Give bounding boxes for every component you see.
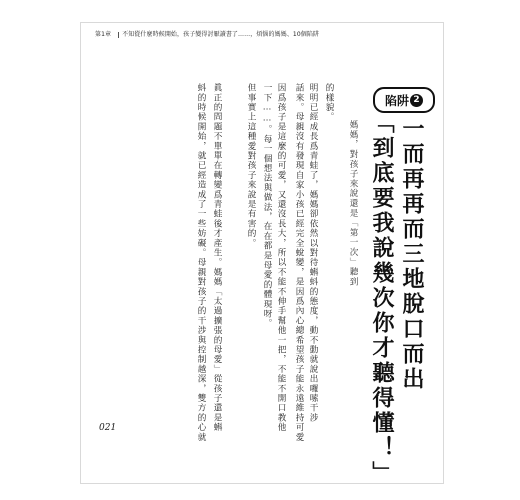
chapter-label: 第1章: [95, 31, 112, 38]
header-text: 不知從什麼時候開始，孩子變得討厭讀書了……，煩惱的媽媽、10個陷阱: [122, 31, 320, 38]
paragraph-line: 話來。母親沒有發現自家小孩已經完全蛻變，是因爲內心總希望孩子能永遠維持可愛: [294, 83, 304, 442]
page-number: 021: [99, 423, 117, 433]
title-line-2: 「到底要我說幾次你才聽得懂！」: [369, 111, 394, 486]
paragraph-line: 但事實上這種愛對孩子來說是有害的。: [246, 83, 256, 248]
paragraph-line: 一下……。每一個想法與做法，在在都是母愛的體現呀。: [262, 83, 272, 329]
running-header: [95, 29, 319, 38]
paragraph-line: 蚪的時候開始，就已經造成了一些妨礙。母親對孩子的干涉與控制越深，雙方的心就: [196, 83, 206, 442]
trap-number: 2: [410, 94, 423, 107]
paragraph-line: 的樣貌。: [324, 83, 334, 122]
subtitle: 媽媽，對孩子來說還是「第一次」聽到: [348, 120, 358, 287]
trap-label: 陷阱: [384, 93, 409, 108]
book-page: [80, 22, 444, 484]
paragraph-line: 明明已經成長爲青蛙了，媽媽卻依然以對待蝌蚪的態度，動不動就說出囉嗦干涉: [308, 83, 318, 423]
trap-badge: [373, 87, 435, 113]
paragraph-line: 眞正的問題不單單在轉變爲青蛙後才產生。媽媽「太過擴張的母愛」從孩子還是蝌: [212, 83, 222, 433]
header-divider: [118, 32, 119, 38]
paragraph-line: 因爲孩子是這麼的可愛，又還沒長大，所以不能不伸手幫他一把，不能不開口教他: [276, 83, 286, 433]
title-line-1: 一而再再而三地脫口而出: [399, 117, 424, 392]
